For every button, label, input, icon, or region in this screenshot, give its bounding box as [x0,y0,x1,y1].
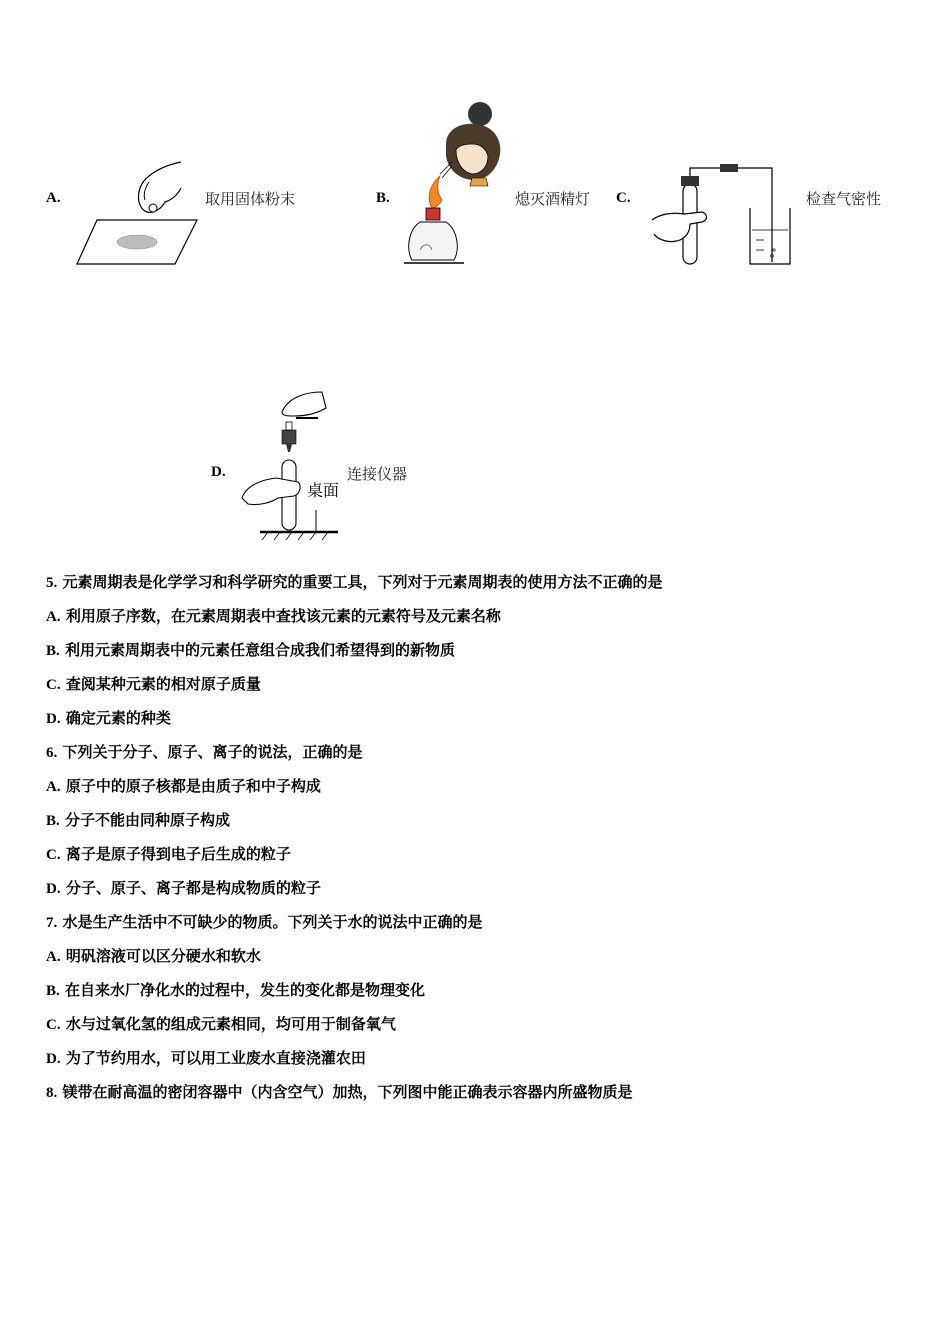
figure-d-table-label: 桌面 [307,481,340,500]
option-letter: C. [46,677,61,693]
figure-d-caption: 连接仪器 [347,465,408,483]
question-7-option-d [46,1048,366,1069]
question-number: 7. [46,915,58,931]
option-text: 水与过氧化氢的组成元素相同，均可用于制备氧气 [65,1015,396,1033]
option-text: 查阅某种元素的相对原子质量 [65,675,261,693]
option-text: 离子是原子得到电子后生成的粒子 [65,845,291,863]
option-letter: B. [46,813,60,829]
question-text: 水是生产生活中不可缺少的物质。下列关于水的说法中正确的是 [62,913,483,931]
question-6-option-a [46,776,321,797]
option-text: 分子不能由同种原子构成 [65,811,231,829]
figure-d-connection-illustration [238,390,348,540]
option-letter: D. [46,711,61,727]
question-text: 元素周期表是化学学习和科学研究的重要工具，下列对于元素周期表的使用方法不正确的是 [62,573,663,591]
option-letter: C. [46,1017,61,1033]
question-6-option-d [46,878,321,899]
figure-d-letter: D. [211,464,226,480]
question-5-option-c [46,674,261,695]
question-text: 下列关于分子、原子、离子的说法，正确的是 [62,743,363,761]
question-6-stem [46,742,363,763]
question-5-stem [46,572,663,593]
question-text: 镁带在耐高温的密闭容器中（内含空气）加热，下列图中能正确表示容器内所盛物质是 [62,1083,633,1101]
question-6-option-b [46,810,230,831]
question-number: 8. [46,1085,58,1101]
option-text: 为了节约用水，可以用工业废水直接浇灌农田 [65,1049,366,1067]
option-text: 明矾溶液可以区分硬水和软水 [65,947,261,965]
figure-a-letter: A. [46,190,61,206]
question-7-stem [46,912,483,933]
option-text: 原子中的原子核都是由质子和中子构成 [65,777,321,795]
question-7-option-b [46,980,425,1001]
option-text: 分子、原子、离子都是构成物质的粒子 [65,879,321,897]
question-6-option-c [46,844,291,865]
option-letter: A. [46,609,61,625]
figure-c-airtightness-illustration [650,158,800,268]
option-letter: A. [46,779,61,795]
option-text: 利用原子序数，在元素周期表中查找该元素的元素符号及元素名称 [65,607,501,625]
option-letter: C. [46,847,61,863]
option-text: 确定元素的种类 [65,709,171,727]
figure-b-caption: 熄灭酒精灯 [515,190,591,208]
option-letter: A. [46,949,61,965]
question-number: 6. [46,745,58,761]
question-5-option-b [46,640,455,661]
option-letter: B. [46,983,60,999]
question-5-option-a [46,606,501,627]
figure-a-powder-illustration [75,158,205,268]
question-5-option-d [46,708,171,729]
figure-b-alcohol-lamp-illustration [402,100,512,270]
option-letter: D. [46,1051,61,1067]
option-letter: D. [46,881,61,897]
question-number: 5. [46,575,58,591]
question-8-stem [46,1082,633,1103]
figure-c-caption: 检查气密性 [806,190,882,208]
option-text: 在自来水厂净化水的过程中，发生的变化都是物理变化 [65,981,426,999]
option-text: 利用元素周期表中的元素任意组合成我们希望得到的新物质 [65,641,456,659]
question-7-option-c [46,1014,396,1035]
option-letter: B. [46,643,60,659]
question-7-option-a [46,946,261,967]
figure-b-letter: B. [376,190,390,206]
figure-c-letter: C. [616,190,631,206]
figure-a-caption: 取用固体粉末 [205,190,296,208]
